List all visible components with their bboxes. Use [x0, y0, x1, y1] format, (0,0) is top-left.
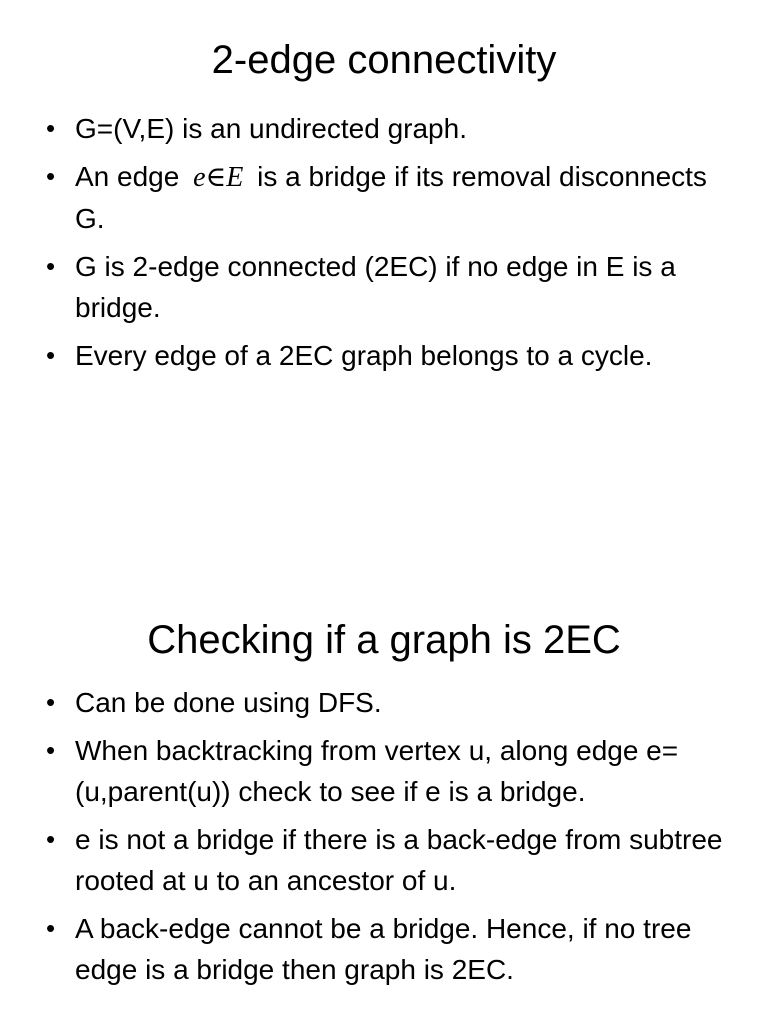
math-var: e: [193, 162, 206, 193]
bullet-item: [46, 908, 728, 990]
math-expression: [187, 162, 249, 193]
bullet-text: e is not a bridge if there is a back-edge from subtree rooted at u to an ancestor of u.: [75, 824, 723, 896]
bullet-text: G is 2-edge connected (2EC) if no edge in E is a bridge.: [75, 251, 676, 323]
bullet-icon: •: [46, 735, 56, 765]
bullet-list: [46, 682, 728, 997]
bullet-text: G=(V,E) is an undirected graph.: [75, 113, 467, 144]
slide-title: 2-edge connectivity: [211, 38, 557, 82]
bullet-item: [46, 730, 728, 812]
bullet-text: A back-edge cannot be a bridge. Hence, if no tree edge is a bridge then graph is 2EC.: [75, 913, 692, 985]
math-operator: ∈: [205, 162, 227, 193]
bullet-text-before: An edge: [75, 161, 180, 192]
bullet-text: Can be done using DFS.: [75, 687, 382, 718]
bullet-item: [46, 156, 728, 239]
bullet-icon: •: [46, 913, 56, 943]
bullet-item: [46, 335, 728, 376]
bullet-icon: •: [46, 687, 56, 717]
bullet-icon: •: [46, 824, 56, 854]
bullet-text: When backtracking from vertex u, along edge e=(u,parent(u)) check to see if e is a bridge.: [75, 735, 679, 807]
bullet-text-after: is a bridge if its removal disconnects G.: [75, 161, 707, 234]
math-set: E: [226, 162, 244, 193]
bullet-icon: •: [46, 251, 56, 281]
bullet-item: [46, 246, 728, 328]
bullet-icon: •: [46, 340, 56, 370]
bullet-list: [46, 108, 728, 383]
bullet-item: [46, 819, 728, 901]
slide-title: Checking if a graph is 2EC: [147, 618, 621, 662]
bullet-item: [46, 108, 728, 149]
bullet-item: [46, 682, 728, 723]
slide-checking-2ec: [0, 578, 768, 1024]
bullet-icon: •: [46, 113, 56, 143]
bullet-text: Every edge of a 2EC graph belongs to a cycle.: [75, 340, 653, 371]
bullet-icon: •: [46, 161, 56, 191]
